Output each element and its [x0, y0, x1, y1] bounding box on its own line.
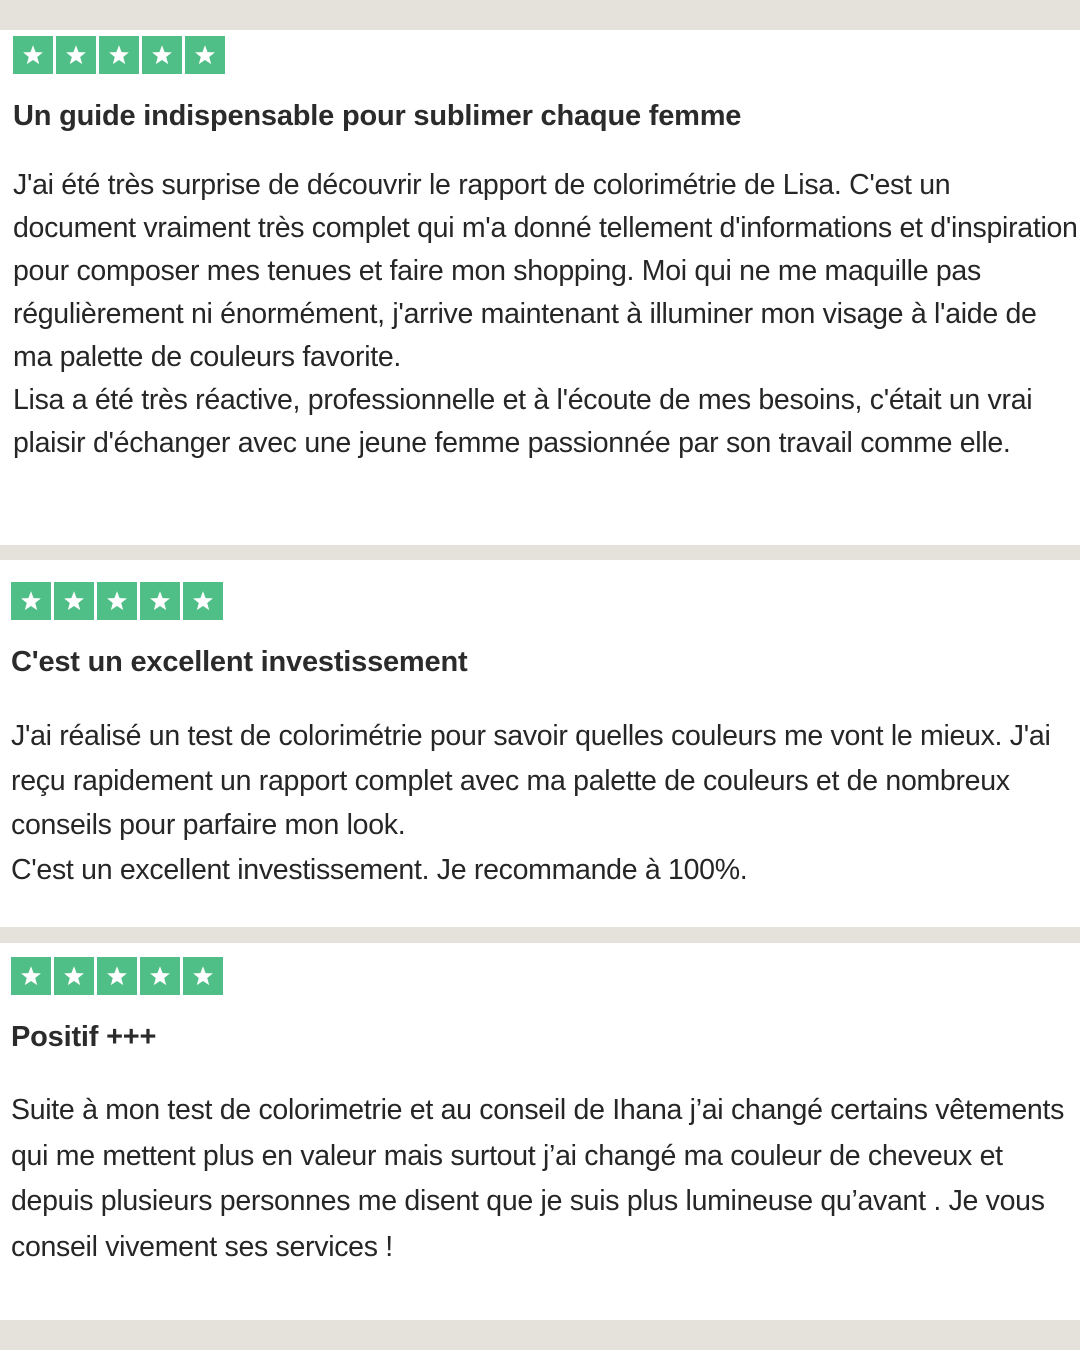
review-title: C'est un excellent investissement: [11, 646, 468, 678]
star-icon: [99, 36, 139, 74]
star-icon: [185, 36, 225, 74]
review-paragraph: Suite à mon test de colorimetrie et au conseil de Ihana j’ai changé certains vêtements qui me mettent plus en valeur mais surtout j’ai changé ma couleur de cheveux et depuis plusieurs personnes me disent que je suis plus lumineuse qu’avant . Je vous conseil vivement ses services !: [11, 1094, 1065, 1263]
star-icon: [142, 36, 182, 74]
review-card: [0, 943, 1080, 1320]
star-rating: [11, 957, 1080, 995]
star-icon: [56, 36, 96, 74]
star-icon: [183, 582, 223, 620]
star-icon: [11, 957, 51, 995]
star-rating: [13, 36, 1080, 74]
review-body: [11, 1088, 1080, 1270]
review-title: Positif +++: [11, 1021, 157, 1053]
star-icon: [54, 582, 94, 620]
star-icon: [140, 582, 180, 620]
review-paragraph: Lisa a été très réactive, professionnelle et à l'écoute de mes besoins, c'était un vrai plaisir d'échanger avec une jeune femme passionnée par son travail comme elle.: [13, 384, 1033, 459]
star-icon: [97, 957, 137, 995]
review-paragraph: J'ai été très surprise de découvrir le rapport de colorimétrie de Lisa. C'est un document vraiment très complet qui m'a donné tellement d'informations et d'inspiration pour composer mes tenues et faire mon shopping. Moi qui ne me maquille pas régulièrement ni énormément, j'arrive maintenant à illuminer mon visage à l'aide de ma palette de couleurs favorite.: [13, 169, 1078, 373]
star-icon: [97, 582, 137, 620]
review-body: [13, 164, 1080, 465]
star-icon: [13, 36, 53, 74]
star-icon: [140, 957, 180, 995]
star-icon: [54, 957, 94, 995]
review-paragraph: C'est un excellent investissement. Je recommande à 100%.: [11, 853, 748, 886]
review-title: Un guide indispensable pour sublimer chaque femme: [13, 100, 742, 132]
review-card: [0, 30, 1080, 545]
star-rating: [11, 582, 1080, 620]
review-paragraph: J'ai réalisé un test de colorimétrie pour savoir quelles couleurs me vont le mieux. J'ai reçu rapidement un rapport complet avec ma palette de couleurs et de nombreux conseils pour parfaire mon look.: [11, 720, 1051, 841]
review-card: [0, 560, 1080, 927]
review-body: [11, 714, 1080, 892]
star-icon: [11, 582, 51, 620]
star-icon: [183, 957, 223, 995]
